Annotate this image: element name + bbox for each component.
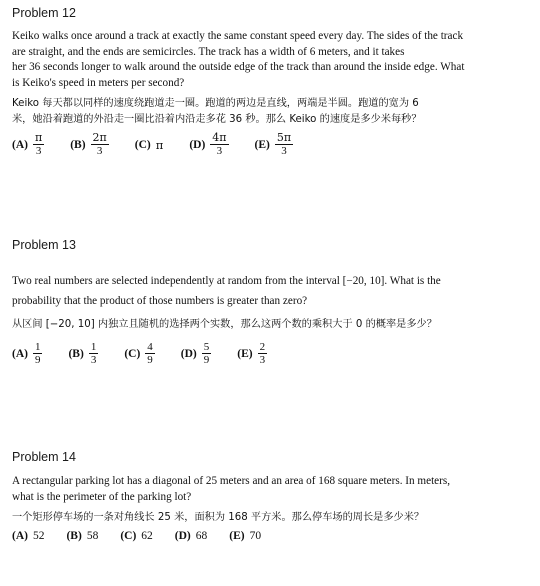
numerator: 1 (34, 341, 41, 353)
choice-a (12, 341, 42, 366)
denominator: 3 (90, 354, 97, 366)
choice-fraction (89, 341, 99, 366)
problem-text-line: Keiko walks once around a track at exactly the same constant speed every day. The sides of the track (12, 30, 464, 42)
choice-letter: (B) (68, 347, 84, 360)
choice-fraction (91, 132, 109, 157)
problem-translation-line: 一个矩形停车场的一条对角线长 25 米，面积为 168 平方米。那么停车场的周长是多少米？ (12, 512, 425, 523)
choice-letter: (A) (12, 138, 28, 151)
problem-title: Problem 13 (12, 238, 76, 252)
choice-b (66, 530, 98, 542)
denominator: 9 (34, 354, 41, 366)
choice-a (12, 530, 44, 542)
choice-letter: (D) (180, 347, 197, 360)
choice-fraction (145, 341, 155, 366)
choice-letter: (E) (229, 530, 245, 542)
choice-letter: (D) (174, 530, 191, 542)
numerator: 2 (259, 341, 266, 353)
choice-e (229, 530, 261, 542)
problem-text-line: is Keiko's speed in meters per second? (12, 76, 185, 89)
denominator: 9 (147, 354, 153, 366)
choice-letter: (E) (237, 347, 253, 360)
problem-12 (12, 6, 534, 157)
denominator: 3 (259, 354, 266, 366)
problem-translation-line: Keiko 每天都以同样的速度绕跑道走一圈。跑道的两边是直线，两端是半圆。跑道的宽为 6 (12, 98, 419, 109)
problem-text-line: are straight, and the ends are semicircles. The track has a width of 6 meters, and it takes (12, 45, 405, 58)
choice-e (255, 132, 294, 157)
choice-e (237, 341, 267, 366)
numerator: 2π (92, 131, 107, 144)
choice-value: 70 (249, 530, 262, 542)
choice-d (175, 530, 207, 542)
choice-letter: (D) (189, 138, 206, 151)
choice-value: 62 (141, 530, 153, 542)
choice-c (120, 530, 152, 542)
problem-text-line: Two real numbers are selected independently at random from the interval [−20, 10]. What is the (12, 275, 441, 287)
denominator: 3 (216, 145, 223, 157)
problem-text-line: her 36 seconds longer to walk around the outside edge of the track than around the inside edge. What (12, 61, 465, 73)
choice-letter: (A) (12, 347, 28, 360)
problem-translation-line: 从区间 [−20, 10] 内独立且随机的选择两个实数，那么这两个数的乘积大于 0 的概率是多少？ (12, 319, 437, 330)
problem-title: Problem 14 (12, 450, 76, 464)
choice-fraction (258, 341, 268, 366)
choice-letter: (B) (66, 530, 82, 542)
problem-translation-line: 米，她沿着跑道的外沿走一圈比沿着内沿走多花 36 秒。那么 Keiko 的速度是多少米每秒？ (12, 114, 422, 125)
numerator: 4π (212, 131, 227, 144)
choice-letter: (B) (70, 138, 86, 151)
problem-text-line: A rectangular parking lot has a diagonal of 25 meters and an area of 168 square meters. In meters, (12, 475, 451, 487)
choice-fraction (33, 341, 43, 366)
choice-value: 58 (86, 530, 99, 542)
denominator: 3 (96, 145, 103, 157)
choice-d (189, 132, 228, 157)
numerator: π (34, 131, 43, 144)
choice-letter: (C) (134, 138, 151, 151)
numerator: 1 (90, 341, 97, 353)
problem-text-line: probability that the product of those numbers is greater than zero? (12, 295, 308, 307)
choice-value: 52 (32, 530, 45, 542)
choice-fraction (210, 132, 228, 157)
problem-text-line: what is the perimeter of the parking lot? (12, 490, 192, 503)
answer-choices (12, 341, 534, 366)
choice-value: 68 (195, 530, 208, 542)
choice-letter: (C) (124, 347, 141, 360)
choice-letter: (E) (254, 138, 270, 151)
problem-14 (12, 450, 534, 542)
denominator: 3 (281, 145, 287, 157)
choice-fraction (202, 341, 212, 366)
choice-letter: (A) (12, 530, 28, 542)
numerator: 5π (276, 131, 292, 144)
denominator: 9 (203, 354, 210, 366)
numerator: 5 (203, 341, 210, 353)
problem-13 (12, 238, 534, 366)
choice-b (70, 132, 109, 157)
answer-choices (12, 132, 534, 157)
choice-b (68, 341, 98, 366)
choice-value: π (155, 137, 164, 152)
answer-choices (12, 530, 534, 542)
choice-a (12, 132, 44, 157)
denominator: 3 (35, 145, 42, 157)
choice-letter: (C) (120, 530, 137, 542)
choice-c (135, 138, 164, 152)
choice-fraction (33, 132, 44, 157)
choice-c (124, 341, 154, 366)
numerator: 4 (147, 341, 153, 353)
problem-title: Problem 12 (12, 6, 76, 20)
choice-d (181, 341, 211, 366)
choice-fraction (275, 132, 293, 157)
